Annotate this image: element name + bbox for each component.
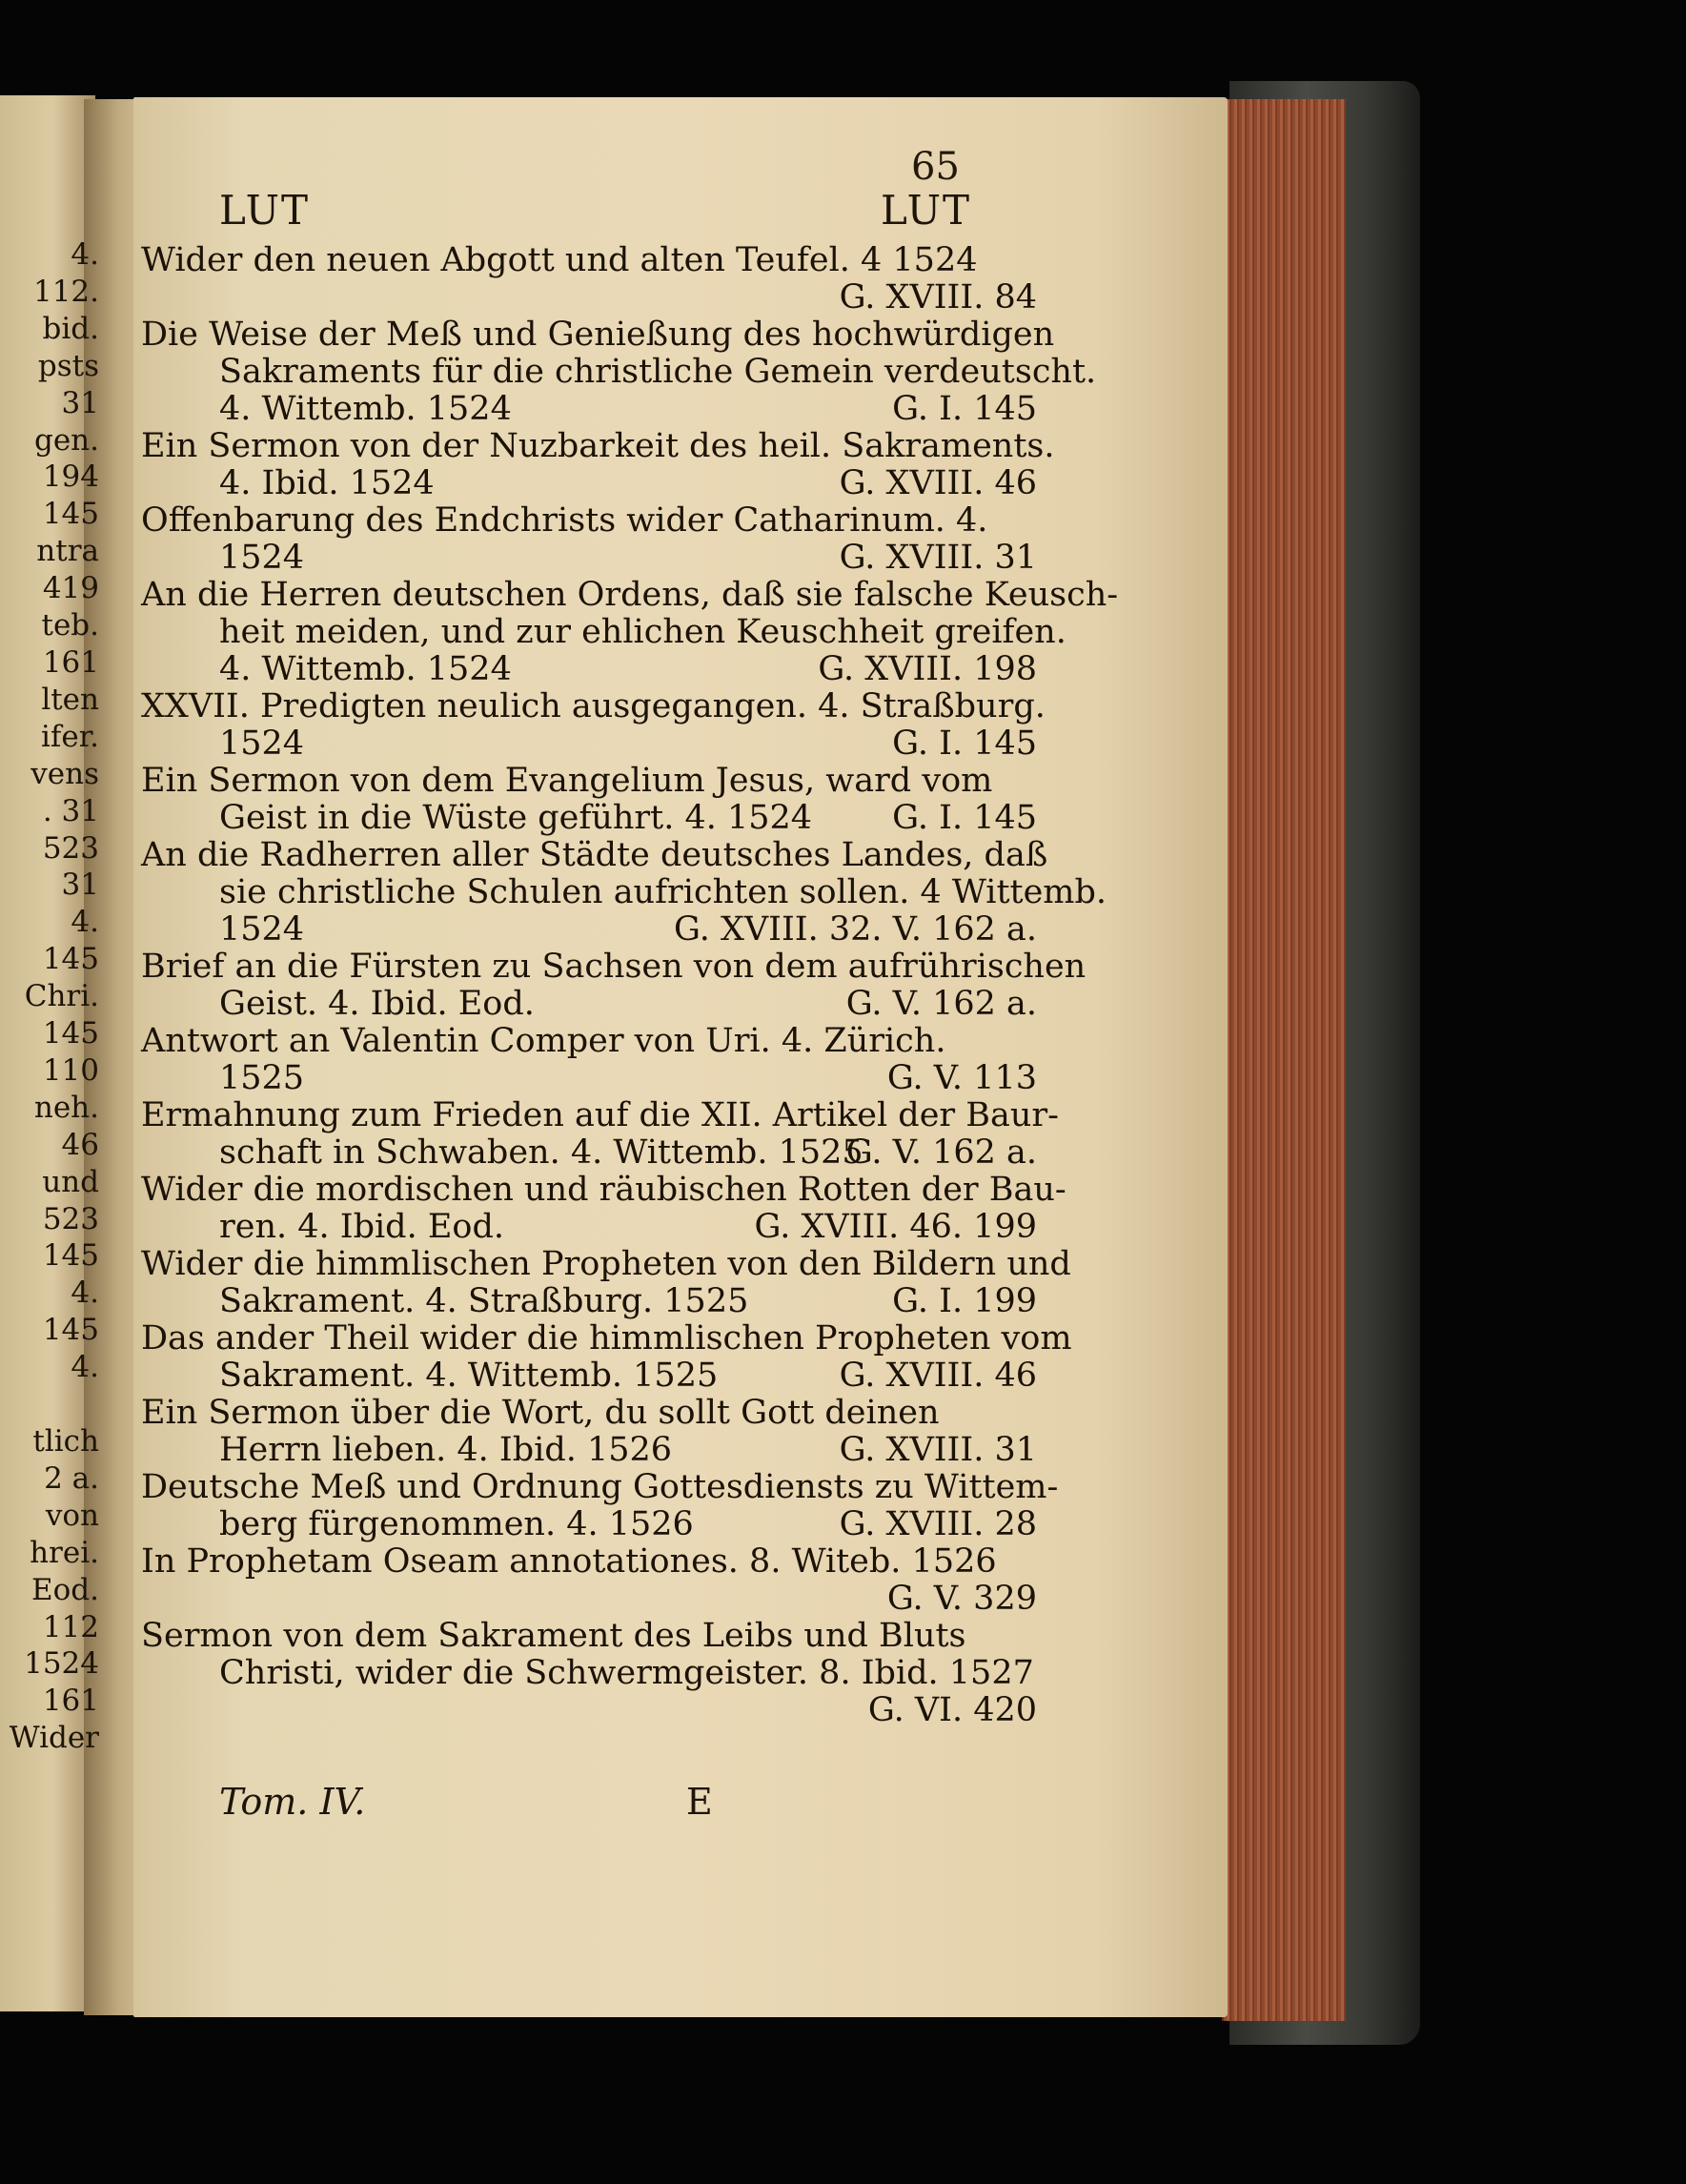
entry-line	[141, 1543, 1037, 1581]
entry-text: 1524	[219, 910, 305, 949]
left-page-fragments	[0, 236, 99, 1757]
entry-text: 1524	[219, 725, 305, 763]
left-fragment: 31	[61, 867, 99, 903]
left-fragment: 31	[61, 385, 99, 420]
entry-text: Christi, wider die Schwermgeister. 8. Ibid. 1527	[219, 1654, 1034, 1692]
entry-reference: G. XVIII. 28	[839, 1505, 1037, 1543]
entry-reference: G. XVIII. 84	[839, 278, 1037, 316]
entry-reference: G. VI. 420	[867, 1691, 1037, 1729]
entry-reference: G. V. 162 a.	[845, 985, 1037, 1023]
left-fragment: 46	[61, 1127, 99, 1162]
gathering-signature: E	[686, 1781, 713, 1823]
bibliography-entry	[141, 687, 1046, 763]
bibliography-list	[141, 241, 1119, 1729]
entry-text: Geist. 4. Ibid. Eod.	[219, 985, 535, 1023]
entry-line	[141, 613, 1066, 651]
entry-reference: G. XVIII. 198	[818, 650, 1037, 688]
entry-reference: G. XVIII. 31	[839, 539, 1037, 577]
left-fragment: 523	[42, 1201, 99, 1236]
entry-text: Ein Sermon von der Nuzbarkeit des heil. Sakraments.	[141, 427, 1055, 465]
left-fragment: neh.	[33, 1090, 99, 1125]
left-fragment: tlich	[32, 1424, 99, 1459]
bibliography-entry	[141, 316, 1097, 428]
entry-line	[141, 1432, 1037, 1469]
left-fragment: . 31	[42, 793, 99, 828]
left-fragment: 161	[42, 1684, 99, 1719]
left-fragment: 4.	[71, 1276, 99, 1311]
bibliography-entry	[141, 1395, 1037, 1469]
entry-line	[141, 948, 1087, 986]
entry-reference: G. I. 199	[892, 1282, 1037, 1320]
entry-line	[141, 242, 1037, 279]
entry-text: Antwort an Valentin Comper von Uri. 4. Zürich.	[141, 1022, 946, 1060]
entry-line	[141, 1023, 1037, 1060]
entry-line	[141, 1468, 1059, 1506]
entry-text: An die Radherren aller Städte deutsches Landes, daß	[141, 836, 1048, 874]
entry-line	[141, 1209, 1037, 1246]
left-fragment: von	[45, 1498, 99, 1533]
entry-reference: G. I. 145	[892, 799, 1037, 837]
entry-line	[141, 873, 1107, 911]
entry-line	[141, 1357, 1037, 1395]
left-fragment: 145	[42, 1016, 99, 1051]
left-fragment: lten	[41, 682, 99, 717]
left-fragment: ifer.	[40, 719, 99, 754]
bibliography-entry	[141, 1468, 1059, 1543]
left-fragment: hrei.	[30, 1535, 99, 1570]
entry-reference: G. XVIII. 46. 199	[754, 1208, 1037, 1246]
entry-text: berg fürgenommen. 4. 1526	[219, 1505, 694, 1543]
volume-signature: Tom. IV.	[219, 1781, 366, 1823]
entry-line	[141, 427, 1055, 465]
entry-line	[141, 1171, 1066, 1209]
entry-text: An die Herren deutschen Ordens, daß sie falsche Keusch-	[141, 576, 1119, 614]
entry-text: heit meiden, und zur ehlichen Keuschheit greifen.	[219, 613, 1066, 651]
entry-text: Brief an die Fürsten zu Sachsen von dem aufrührischen	[141, 948, 1087, 986]
bibliography-entry	[141, 836, 1107, 949]
bibliography-entry	[141, 427, 1055, 502]
entry-line	[141, 800, 1037, 837]
bibliography-entry	[141, 1618, 1037, 1729]
entry-reference: G. XVIII. 46	[839, 1357, 1037, 1395]
left-fragment: 1524	[24, 1646, 99, 1682]
entry-line	[141, 725, 1037, 763]
left-fragment: Eod.	[31, 1572, 99, 1607]
entry-line	[141, 1618, 1037, 1655]
left-fragment: ntra	[36, 534, 99, 569]
entry-line	[141, 1245, 1071, 1283]
entry-line	[141, 1395, 1037, 1432]
entry-line	[141, 986, 1037, 1023]
bibliography-entry	[141, 1245, 1071, 1320]
bibliography-entry	[141, 576, 1119, 688]
left-fragment: Chri.	[24, 979, 99, 1014]
page-edges	[1222, 99, 1346, 2021]
entry-line	[141, 911, 1037, 949]
left-fragment: psts	[37, 348, 99, 383]
bibliography-entry	[141, 763, 1037, 837]
entry-line	[141, 1655, 1037, 1692]
entry-reference: G. XVIII. 46	[839, 464, 1037, 502]
entry-line	[141, 1134, 1037, 1172]
page-number: 65	[911, 145, 960, 189]
bibliography-entry	[141, 1319, 1072, 1395]
bibliography-entry	[141, 1096, 1059, 1172]
left-fragment: 523	[42, 830, 99, 866]
bibliography-entry	[141, 242, 1037, 316]
left-fragment: vens	[30, 756, 99, 791]
entry-line	[141, 687, 1046, 725]
entry-text: 4. Ibid. 1524	[219, 464, 435, 502]
entry-text: In Prophetam Oseam annotationes. 8. Witeb. 1526	[141, 1542, 997, 1581]
bibliography-entry	[141, 1171, 1066, 1246]
entry-reference: G. V. 329	[886, 1580, 1037, 1618]
entry-line	[141, 576, 1119, 614]
entry-text: Sakrament. 4. Wittemb. 1525	[219, 1357, 719, 1395]
entry-text: Wider die mordischen und räubischen Rotten der Bau-	[141, 1171, 1066, 1209]
entry-line	[141, 1319, 1072, 1357]
entry-reference: G. XVIII. 32. V. 162 a.	[673, 910, 1037, 949]
left-fragment: 4.	[71, 1350, 99, 1385]
entry-text: Ein Sermon von dem Evangelium Jesus, ward vom	[141, 762, 993, 800]
entry-reference: G. XVIII. 31	[839, 1431, 1037, 1469]
bibliography-entry	[141, 1543, 1037, 1618]
bibliography-entry	[141, 948, 1087, 1023]
left-fragment: 145	[42, 942, 99, 977]
entry-text: Deutsche Meß und Ordnung Gottesdiensts zu Wittem-	[141, 1468, 1059, 1506]
entry-text: Sermon von dem Sakrament des Leibs und Bluts	[141, 1617, 966, 1655]
left-fragment: 161	[42, 644, 99, 680]
entry-text: Wider den neuen Abgott und alten Teufel. 4 1524	[141, 241, 978, 279]
entry-text: 1524	[219, 539, 305, 577]
running-header-left: LUT	[219, 187, 311, 234]
left-fragment: teb.	[41, 608, 99, 643]
left-fragment: 145	[42, 1313, 99, 1348]
entry-text: ren. 4. Ibid. Eod.	[219, 1208, 504, 1246]
entry-text: 4. Wittemb. 1524	[219, 390, 512, 428]
entry-text: Sakraments für die christliche Gemein verdeutscht.	[219, 353, 1097, 391]
entry-line	[141, 1692, 1037, 1729]
entry-line	[141, 279, 1037, 316]
entry-line	[141, 1283, 1037, 1320]
left-fragment: 110	[42, 1052, 99, 1088]
entry-line	[141, 353, 1097, 391]
entry-line	[141, 391, 1037, 428]
left-fragment: 4.	[71, 905, 99, 940]
entry-line	[141, 465, 1037, 502]
left-fragment: und	[42, 1164, 99, 1199]
entry-text: Ein Sermon über die Wort, du sollt Gott deinen	[141, 1394, 940, 1432]
entry-line	[141, 1060, 1037, 1097]
entry-line	[141, 836, 1048, 874]
left-fragment: Wider	[9, 1721, 99, 1756]
entry-line	[141, 540, 1037, 577]
entry-text: 1525	[219, 1059, 305, 1097]
entry-reference: G. V. 113	[886, 1059, 1037, 1097]
entry-text: Offenbarung des Endchrists wider Catharinum. 4.	[141, 501, 988, 540]
entry-text: XXVII. Predigten neulich ausgegangen. 4. Straßburg.	[141, 687, 1046, 725]
entry-reference: G. I. 145	[892, 390, 1037, 428]
entry-line	[141, 763, 1037, 800]
entry-line	[141, 1096, 1059, 1134]
left-fragment: 145	[42, 497, 99, 532]
entry-reference: G. I. 145	[892, 725, 1037, 763]
entry-line	[141, 316, 1055, 354]
left-fragment: gen.	[33, 422, 99, 458]
left-fragment: bid.	[42, 311, 99, 346]
entry-text: Die Weise der Meß und Genießung des hochwürdigen	[141, 316, 1055, 354]
entry-line	[141, 1506, 1037, 1543]
entry-line	[141, 502, 1037, 540]
entry-text: Das ander Theil wider die himmlischen Propheten vom	[141, 1319, 1072, 1357]
left-fragment: 2 a.	[44, 1460, 99, 1496]
left-fragment: 419	[42, 571, 99, 606]
left-fragment: 112	[42, 1609, 99, 1644]
left-fragment: 194	[42, 459, 99, 495]
entry-text: sie christliche Schulen aufrichten sollen. 4 Wittemb.	[219, 873, 1107, 911]
entry-line	[141, 1581, 1037, 1618]
entry-text: Geist in die Wüste geführt. 4. 1524	[219, 799, 813, 837]
running-header-right: LUT	[881, 187, 972, 234]
entry-text: Herrn lieben. 4. Ibid. 1526	[219, 1431, 673, 1469]
bibliography-entry	[141, 1023, 1037, 1097]
entry-reference: G. V. 162 a.	[845, 1133, 1037, 1172]
left-fragment: 112.	[32, 274, 99, 309]
entry-text: Ermahnung zum Frieden auf die XII. Artikel der Baur-	[141, 1096, 1059, 1134]
entry-text: 4. Wittemb. 1524	[219, 650, 512, 688]
entry-text: schaft in Schwaben. 4. Wittemb. 1525	[219, 1133, 863, 1172]
left-fragment: 4.	[71, 237, 99, 272]
left-fragment: 145	[42, 1238, 99, 1274]
entry-line	[141, 651, 1037, 688]
entry-text: Sakrament. 4. Straßburg. 1525	[219, 1282, 749, 1320]
entry-text: Wider die himmlischen Propheten von den Bildern und	[141, 1245, 1071, 1283]
bibliography-entry	[141, 502, 1037, 577]
left-fragment	[0, 1386, 99, 1423]
